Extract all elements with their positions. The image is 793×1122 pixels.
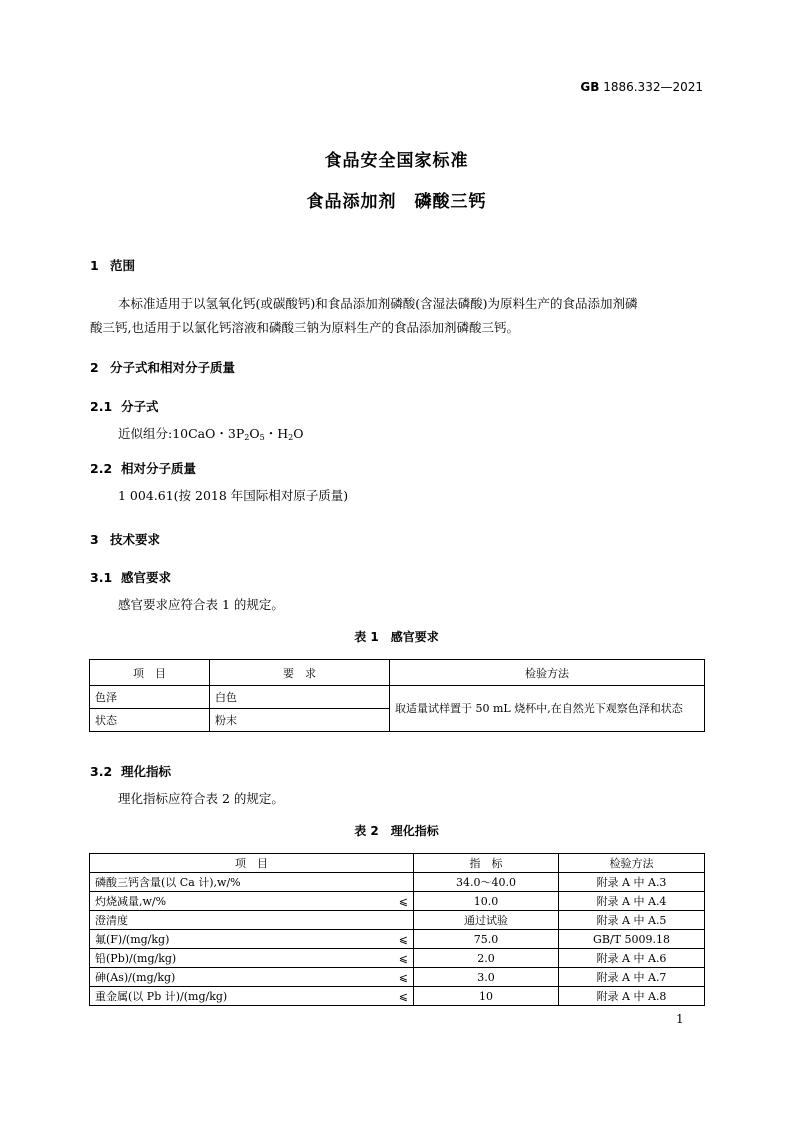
section-1-heading bbox=[90, 256, 135, 274]
table-cell-method: 附录 A 中 A.6 bbox=[559, 949, 705, 968]
table-cell-item: 灼烧减量,w/% ⩽ bbox=[90, 892, 414, 911]
table-header-cell: 项 目 bbox=[90, 660, 210, 686]
table-header-cell: 指 标 bbox=[414, 854, 559, 873]
molecular-mass-text: 1 004.61(按 2018 年国际相对原子质量) bbox=[118, 488, 349, 503]
section-3-1-number: 3.1 bbox=[90, 570, 113, 585]
standard-code bbox=[560, 80, 703, 94]
table-cell-item: 铅(Pb)/(mg/kg) ⩽ bbox=[90, 949, 414, 968]
section-3-2-heading bbox=[90, 762, 171, 780]
scope-paragraph-line-2: 酸三钙,也适用于以氯化钙溶液和磷酸三钠为原料生产的食品添加剂磷酸三钙。 bbox=[90, 320, 519, 335]
section-3-heading bbox=[90, 530, 160, 548]
sensory-requirements-table bbox=[89, 659, 705, 732]
less-equal-symbol: ⩽ bbox=[398, 894, 408, 908]
table-cell-item: 澄清度 bbox=[90, 911, 414, 930]
table-cell-item: 状态 bbox=[90, 709, 210, 732]
document-sub-title: 食品添加剂 磷酸三钙 bbox=[306, 192, 487, 212]
section-3-title: 技术要求 bbox=[110, 532, 161, 547]
section-1-number: 1 bbox=[90, 258, 99, 273]
section-3-1-heading bbox=[90, 568, 171, 586]
section-2-heading bbox=[90, 358, 235, 376]
table-cell-method: 附录 A 中 A.7 bbox=[559, 968, 705, 987]
section-2-1-title: 分子式 bbox=[121, 399, 159, 414]
section-2-2-number: 2.2 bbox=[90, 461, 113, 476]
less-equal-symbol: ⩽ bbox=[398, 932, 408, 946]
page-number: 1 bbox=[676, 1012, 684, 1026]
table-row bbox=[90, 873, 705, 892]
table-cell-item: 色泽 bbox=[90, 686, 210, 709]
table-cell-value: 通过试验 bbox=[414, 911, 559, 930]
table-cell-value: 10 bbox=[414, 987, 559, 1006]
table-row bbox=[90, 911, 705, 930]
table-cell-method: 附录 A 中 A.3 bbox=[559, 873, 705, 892]
section-1-title: 范围 bbox=[110, 258, 136, 273]
table-cell-method: 附录 A 中 A.5 bbox=[559, 911, 705, 930]
physicochemical-index-text: 理化指标应符合表 2 的规定。 bbox=[118, 791, 284, 806]
table-cell-value: 75.0 bbox=[414, 930, 559, 949]
section-2-1-heading bbox=[90, 397, 159, 415]
section-3-1-title: 感官要求 bbox=[121, 570, 172, 585]
document-main-title: 食品安全国家标准 bbox=[324, 151, 469, 171]
table-cell-item: 磷酸三钙含量(以 Ca 计),w/% bbox=[90, 873, 414, 892]
table-row bbox=[90, 930, 705, 949]
standard-number: 1886.332—2021 bbox=[603, 80, 703, 94]
table-row bbox=[90, 892, 705, 911]
table-row bbox=[90, 686, 705, 709]
table-header-cell: 检验方法 bbox=[390, 660, 705, 686]
section-2-title: 分子式和相对分子质量 bbox=[110, 360, 236, 375]
physicochemical-index-table bbox=[89, 853, 705, 1006]
section-2-number: 2 bbox=[90, 360, 99, 375]
section-2-2-heading bbox=[90, 459, 196, 477]
table-cell-value: 3.0 bbox=[414, 968, 559, 987]
table-row bbox=[90, 968, 705, 987]
sensory-requirement-text: 感官要求应符合表 1 的规定。 bbox=[118, 597, 284, 612]
section-2-1-number: 2.1 bbox=[90, 399, 113, 414]
table-cell-item: 砷(As)/(mg/kg) ⩽ bbox=[90, 968, 414, 987]
table-cell-item: 氟(F)/(mg/kg) ⩽ bbox=[90, 930, 414, 949]
table-row bbox=[90, 949, 705, 968]
table-cell-method: 附录 A 中 A.8 bbox=[559, 987, 705, 1006]
table-cell-method: 取适量试样置于 50 mL 烧杯中,在自然光下观察色泽和状态 bbox=[390, 686, 705, 732]
molecular-formula: 近似组分:10CaO・$3P_2O_5$・$H_2O$ bbox=[118, 426, 304, 442]
table-cell-value: 2.0 bbox=[414, 949, 559, 968]
table-row bbox=[90, 987, 705, 1006]
table-cell-item: 重金属(以 Pb 计)/(mg/kg) ⩽ bbox=[90, 987, 414, 1006]
table-header-cell: 要 求 bbox=[210, 660, 390, 686]
table-cell-value: 34.0～40.0 bbox=[414, 873, 559, 892]
scope-paragraph-line-1: 本标准适用于以氢氧化钙(或碳酸钙)和食品添加剂磷酸(含湿法磷酸)为原料生产的食品添加剂磷 bbox=[118, 296, 638, 311]
table-cell-method: GB/T 5009.18 bbox=[559, 930, 705, 949]
table-cell-requirement: 白色 bbox=[210, 686, 390, 709]
standard-prefix: GB bbox=[580, 80, 600, 94]
table-header-row bbox=[90, 854, 705, 873]
section-3-number: 3 bbox=[90, 532, 99, 547]
section-2-2-title: 相对分子质量 bbox=[121, 461, 197, 476]
less-equal-symbol: ⩽ bbox=[398, 989, 408, 1003]
section-3-2-number: 3.2 bbox=[90, 764, 113, 779]
table-cell-value: 10.0 bbox=[414, 892, 559, 911]
table-1-caption: 表 1 感官要求 bbox=[354, 630, 439, 644]
table-header-cell: 项 目 bbox=[90, 854, 414, 873]
table-header-row bbox=[90, 660, 705, 686]
table-header-cell: 检验方法 bbox=[559, 854, 705, 873]
less-equal-symbol: ⩽ bbox=[398, 951, 408, 965]
less-equal-symbol: ⩽ bbox=[398, 970, 408, 984]
table-cell-requirement: 粉末 bbox=[210, 709, 390, 732]
table-2-caption: 表 2 理化指标 bbox=[354, 824, 439, 838]
table-cell-method: 附录 A 中 A.4 bbox=[559, 892, 705, 911]
section-3-2-title: 理化指标 bbox=[121, 764, 172, 779]
